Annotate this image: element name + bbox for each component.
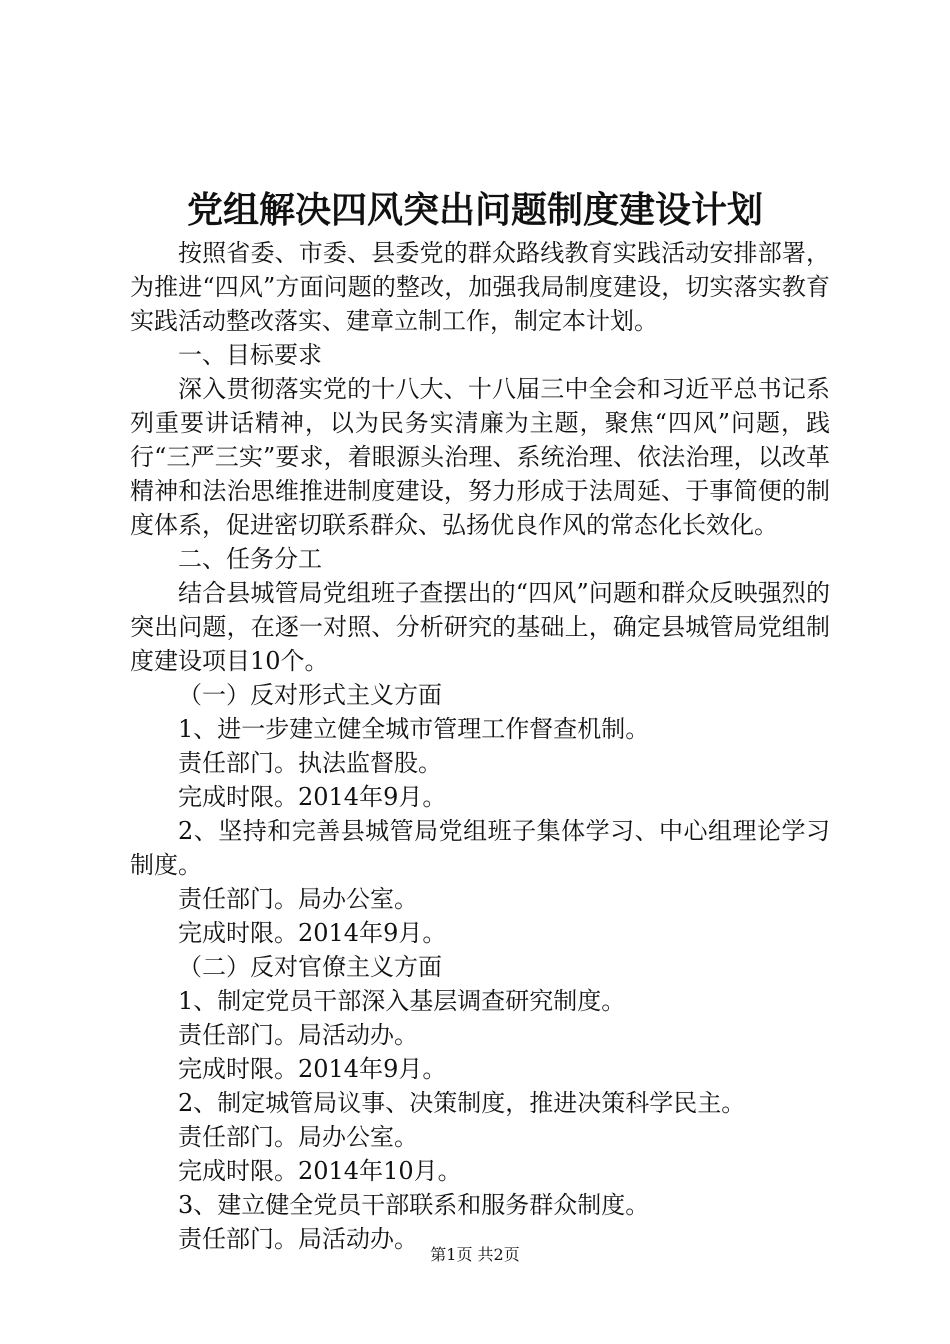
list-item: 2、制定城管局议事、决策制度，推进决策科学民主。 <box>178 1089 746 1117</box>
page-number: 第1页 共2页 <box>430 1245 520 1264</box>
paragraph-tasks: 结合县城管局党组班子查摆出的“四风”问题和群众反映强烈的突出问题，在逐一对照、分析研究的基础上，确定县城管局党组制度建设项目10个。 <box>130 579 830 675</box>
list-item: 2、坚持和完善县城管局党组班子集体学习、中心组理论学习制度。 <box>130 817 830 879</box>
responsible-department: 责任部门。局办公室。 <box>178 1123 418 1151</box>
document-body <box>130 236 830 1256</box>
subheading-formalism: （一）反对形式主义方面 <box>178 681 442 709</box>
paragraph-goals: 深入贯彻落实党的十八大、十八届三中全会和习近平总书记系列重要讲话精神，以为民务实清廉为主题，聚焦“四风”问题，践行“三严三实”要求，着眼源头治理、系统治理、依法治理，以改革精神和法治思维推进制度建设，努力形成于法周延、于事简便的制度体系，促进密切联系群众、弘扬优良作风的常态化长效化。 <box>130 375 830 539</box>
list-item: 1、制定党员干部深入基层调查研究制度。 <box>178 987 626 1015</box>
document-title: 党组解决四风突出问题制度建设计划 <box>186 189 763 231</box>
deadline: 完成时限。2014年10月。 <box>178 1157 462 1185</box>
paragraph-intro: 按照省委、市委、县委党的群众路线教育实践活动安排部署，为推进“四风”方面问题的整改，加强我局制度建设，切实落实教育实践活动整改落实、建章立制工作，制定本计划。 <box>130 239 830 335</box>
responsible-department: 责任部门。局活动办。 <box>178 1021 418 1049</box>
list-item: 3、建立健全党员干部联系和服务群众制度。 <box>178 1191 650 1219</box>
responsible-department: 责任部门。局活动办。 <box>178 1225 418 1253</box>
heading-goals: 一、目标要求 <box>178 341 322 369</box>
subheading-bureaucracy: （二）反对官僚主义方面 <box>178 953 442 981</box>
heading-tasks: 二、任务分工 <box>178 545 322 573</box>
list-item: 1、进一步建立健全城市管理工作督查机制。 <box>178 715 650 743</box>
deadline: 完成时限。2014年9月。 <box>178 783 447 811</box>
responsible-department: 责任部门。执法监督股。 <box>178 749 442 777</box>
responsible-department: 责任部门。局办公室。 <box>178 885 418 913</box>
deadline: 完成时限。2014年9月。 <box>178 1055 447 1083</box>
deadline: 完成时限。2014年9月。 <box>178 919 447 947</box>
